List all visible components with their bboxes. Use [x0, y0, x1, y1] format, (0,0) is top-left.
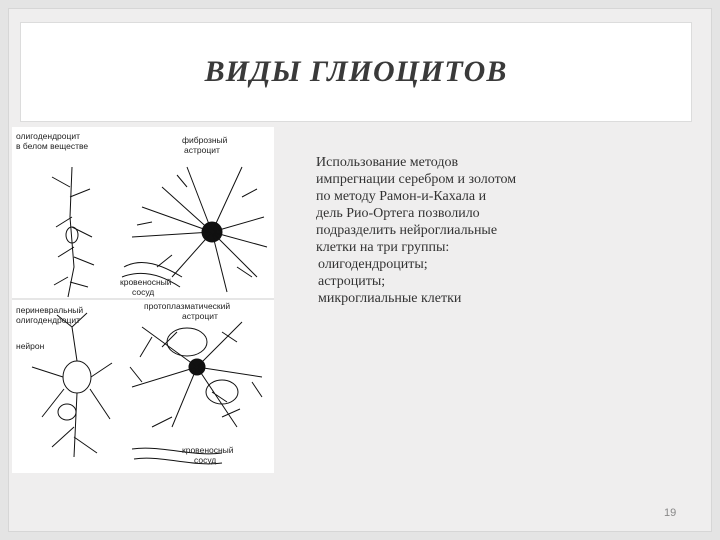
- figure-labels: [16, 131, 234, 465]
- label-protoplasmic: протоплазматический: [144, 301, 231, 311]
- list-item: микроглиальные клетки: [318, 291, 462, 306]
- body-line: Использование методов: [316, 155, 459, 170]
- glia-illustration: [12, 127, 274, 473]
- label-vessel-bottom-2: сосуд: [194, 455, 217, 465]
- label-oligo-white-2: в белом веществе: [16, 141, 89, 151]
- body-line: импрегнации серебром и золотом: [316, 172, 517, 187]
- label-vessel-top-2: сосуд: [132, 287, 155, 297]
- label-perineuronal: периневральный: [16, 305, 84, 315]
- body-line: клетки на три группы:: [316, 240, 450, 255]
- body-line: подразделить нейроглиальные: [316, 223, 498, 238]
- page-number: 19: [664, 507, 677, 519]
- list-item: астроциты;: [318, 274, 386, 289]
- label-protoplasmic-2: астроцит: [182, 311, 218, 321]
- body-line: по методу Рамон-и-Кахала и: [316, 189, 487, 204]
- body-line: дель Рио-Ортега позволило: [316, 206, 480, 221]
- label-vessel-top: кровеносный: [120, 277, 172, 287]
- label-vessel-bottom: кровеносный: [182, 445, 234, 455]
- title-band: [20, 22, 692, 122]
- list-item: олигодендроциты;: [318, 257, 428, 272]
- label-neuron: нейрон: [16, 341, 45, 351]
- label-oligo-white: олигодендроцит: [16, 131, 81, 141]
- glia-drawing: [12, 127, 274, 473]
- slide-title: ВИДЫ ГЛИОЦИТОВ: [204, 55, 508, 88]
- label-fibrous: фиброзный: [182, 135, 228, 145]
- label-fibrous-2: астроцит: [184, 145, 220, 155]
- body-text: [316, 154, 616, 307]
- label-perineuronal-2: олигодендроцит: [16, 315, 81, 325]
